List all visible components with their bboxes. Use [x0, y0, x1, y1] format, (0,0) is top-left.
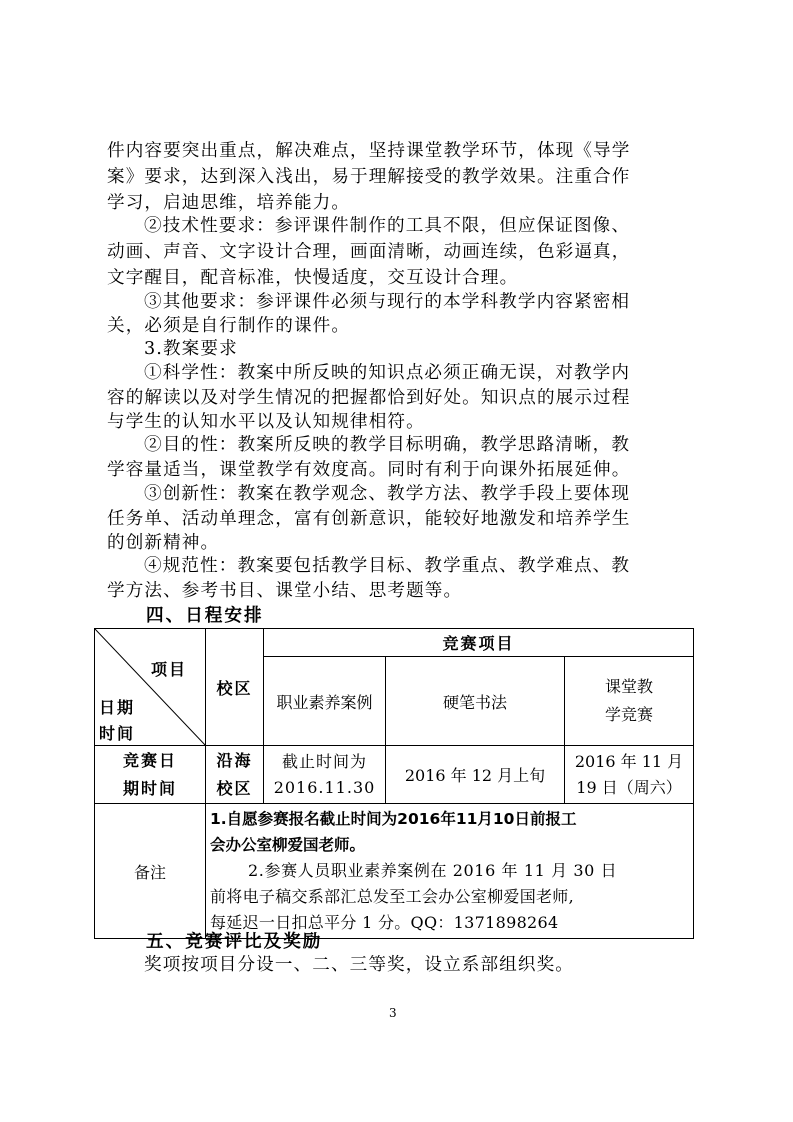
body-line: ①科学性：教案中所反映的知识点必须正确无误，对教学内: [144, 363, 631, 383]
remark-label: 备注: [95, 804, 206, 939]
diagonal-header-cell: [95, 629, 206, 746]
col-classroom-teaching: [565, 657, 694, 746]
body-line: 与学生的认知水平以及认知规律相符。: [107, 412, 425, 432]
col-classroom-teaching-line2: 学竞赛: [604, 705, 653, 724]
page-number: 3: [389, 1006, 397, 1020]
body-line: ④规范性：教案要包括教学目标、教学重点、教学难点、教: [144, 556, 631, 576]
diag-label-date: 日期: [99, 698, 136, 717]
deadline-line2: 2016.11.30: [273, 777, 376, 797]
remark-2-line3: 每延迟一日扣总平分 1 分。QQ：1371898264: [210, 913, 559, 932]
body-line: 文字醒目，配音标准，快慢适度，交互设计合理。: [107, 268, 519, 288]
body-line: 任务单、活动单理念，富有创新意识，能较好地激发和培养学生: [107, 509, 631, 529]
campus-header: 校区: [206, 629, 264, 746]
event-header: 竞赛项目: [264, 629, 694, 657]
calligraphy-date: 2016 年 12 月上旬: [386, 746, 565, 804]
remark-2-line2: 前将电子稿交系部汇总发至工会办公室柳爱国老师,: [210, 887, 574, 906]
body-line: 动画、声音、文字设计合理，画面清晰，动画连续，色彩逼真，: [107, 242, 631, 262]
col-calligraphy: 硬笔书法: [386, 657, 565, 746]
col-case-study: 职业素养案例: [264, 657, 386, 746]
body-line: ③其他要求：参评课件必须与现行的本学科教学内容紧密相: [144, 292, 631, 312]
teaching-date: [565, 746, 694, 804]
case-study-deadline: [264, 746, 386, 804]
remark-1-line1: 1.自愿参赛报名截止时间为2016年11月10日前报工: [210, 810, 577, 828]
body-line: 学习，启迪思维，培养能力。: [107, 193, 351, 213]
row-label-line1: 竞赛日: [122, 750, 177, 770]
section-heading-schedule: 四、日程安排: [146, 605, 264, 626]
col-classroom-teaching-line1: 课堂教: [604, 677, 653, 696]
diag-label-item: 项目: [150, 660, 187, 679]
deadline-line1: 截止时间为: [281, 751, 367, 771]
row-label-date-time: [95, 746, 206, 804]
teaching-date-line2: 19 日（周六）: [576, 777, 682, 797]
body-line: ②目的性：教案所反映的教学目标明确，教学思路清晰，教: [144, 435, 631, 455]
teaching-date-line1: 2016 年 11 月: [574, 751, 684, 771]
body-line: 案》要求，达到深入浅出，易于理解接受的教学效果。注重合作: [107, 167, 631, 187]
campus-cell: [206, 746, 264, 804]
remark-content: [206, 804, 694, 939]
body-line: 学容量适当，课堂教学有效度高。同时有利于向课外拓展延伸。: [107, 460, 631, 480]
row-label-line2: 期时间: [122, 778, 177, 798]
remark-1-line2: 会办公室柳爱国老师。: [210, 836, 366, 854]
campus-line2: 校区: [216, 778, 253, 798]
remark-2-line1: 2.参赛人员职业素养案例在 2016 年 11 月 30 日: [248, 861, 618, 880]
schedule-table: [94, 628, 694, 939]
subheading-lesson-plan: 3.教案要求: [144, 339, 238, 359]
body-line: 容的解读以及对学生情况的把握都恰到好处。知识点的展示过程: [107, 388, 631, 408]
campus-line1: 沿海: [216, 750, 253, 770]
body-line: 件内容要突出重点，解决难点，坚持课堂教学环节，体现《导学: [107, 141, 631, 161]
body-line: ③创新性：教案在教学观念、教学方法、教学手段上要体现: [144, 484, 631, 504]
body-line: ②技术性要求：参评课件制作的工具不限，但应保证图像、: [144, 216, 631, 236]
body-line: 学方法、参考书目、课堂小结、思考题等。: [107, 581, 463, 601]
body-line: 关，必须是自行制作的课件。: [107, 316, 351, 336]
awards-text: 奖项按项目分设一、二、三等奖，设立系部组织奖。: [144, 955, 574, 975]
diag-label-time: 时间: [99, 724, 136, 743]
section-heading-awards: 五、竞赛评比及奖励: [146, 931, 323, 952]
body-line: 的创新精神。: [107, 533, 220, 553]
